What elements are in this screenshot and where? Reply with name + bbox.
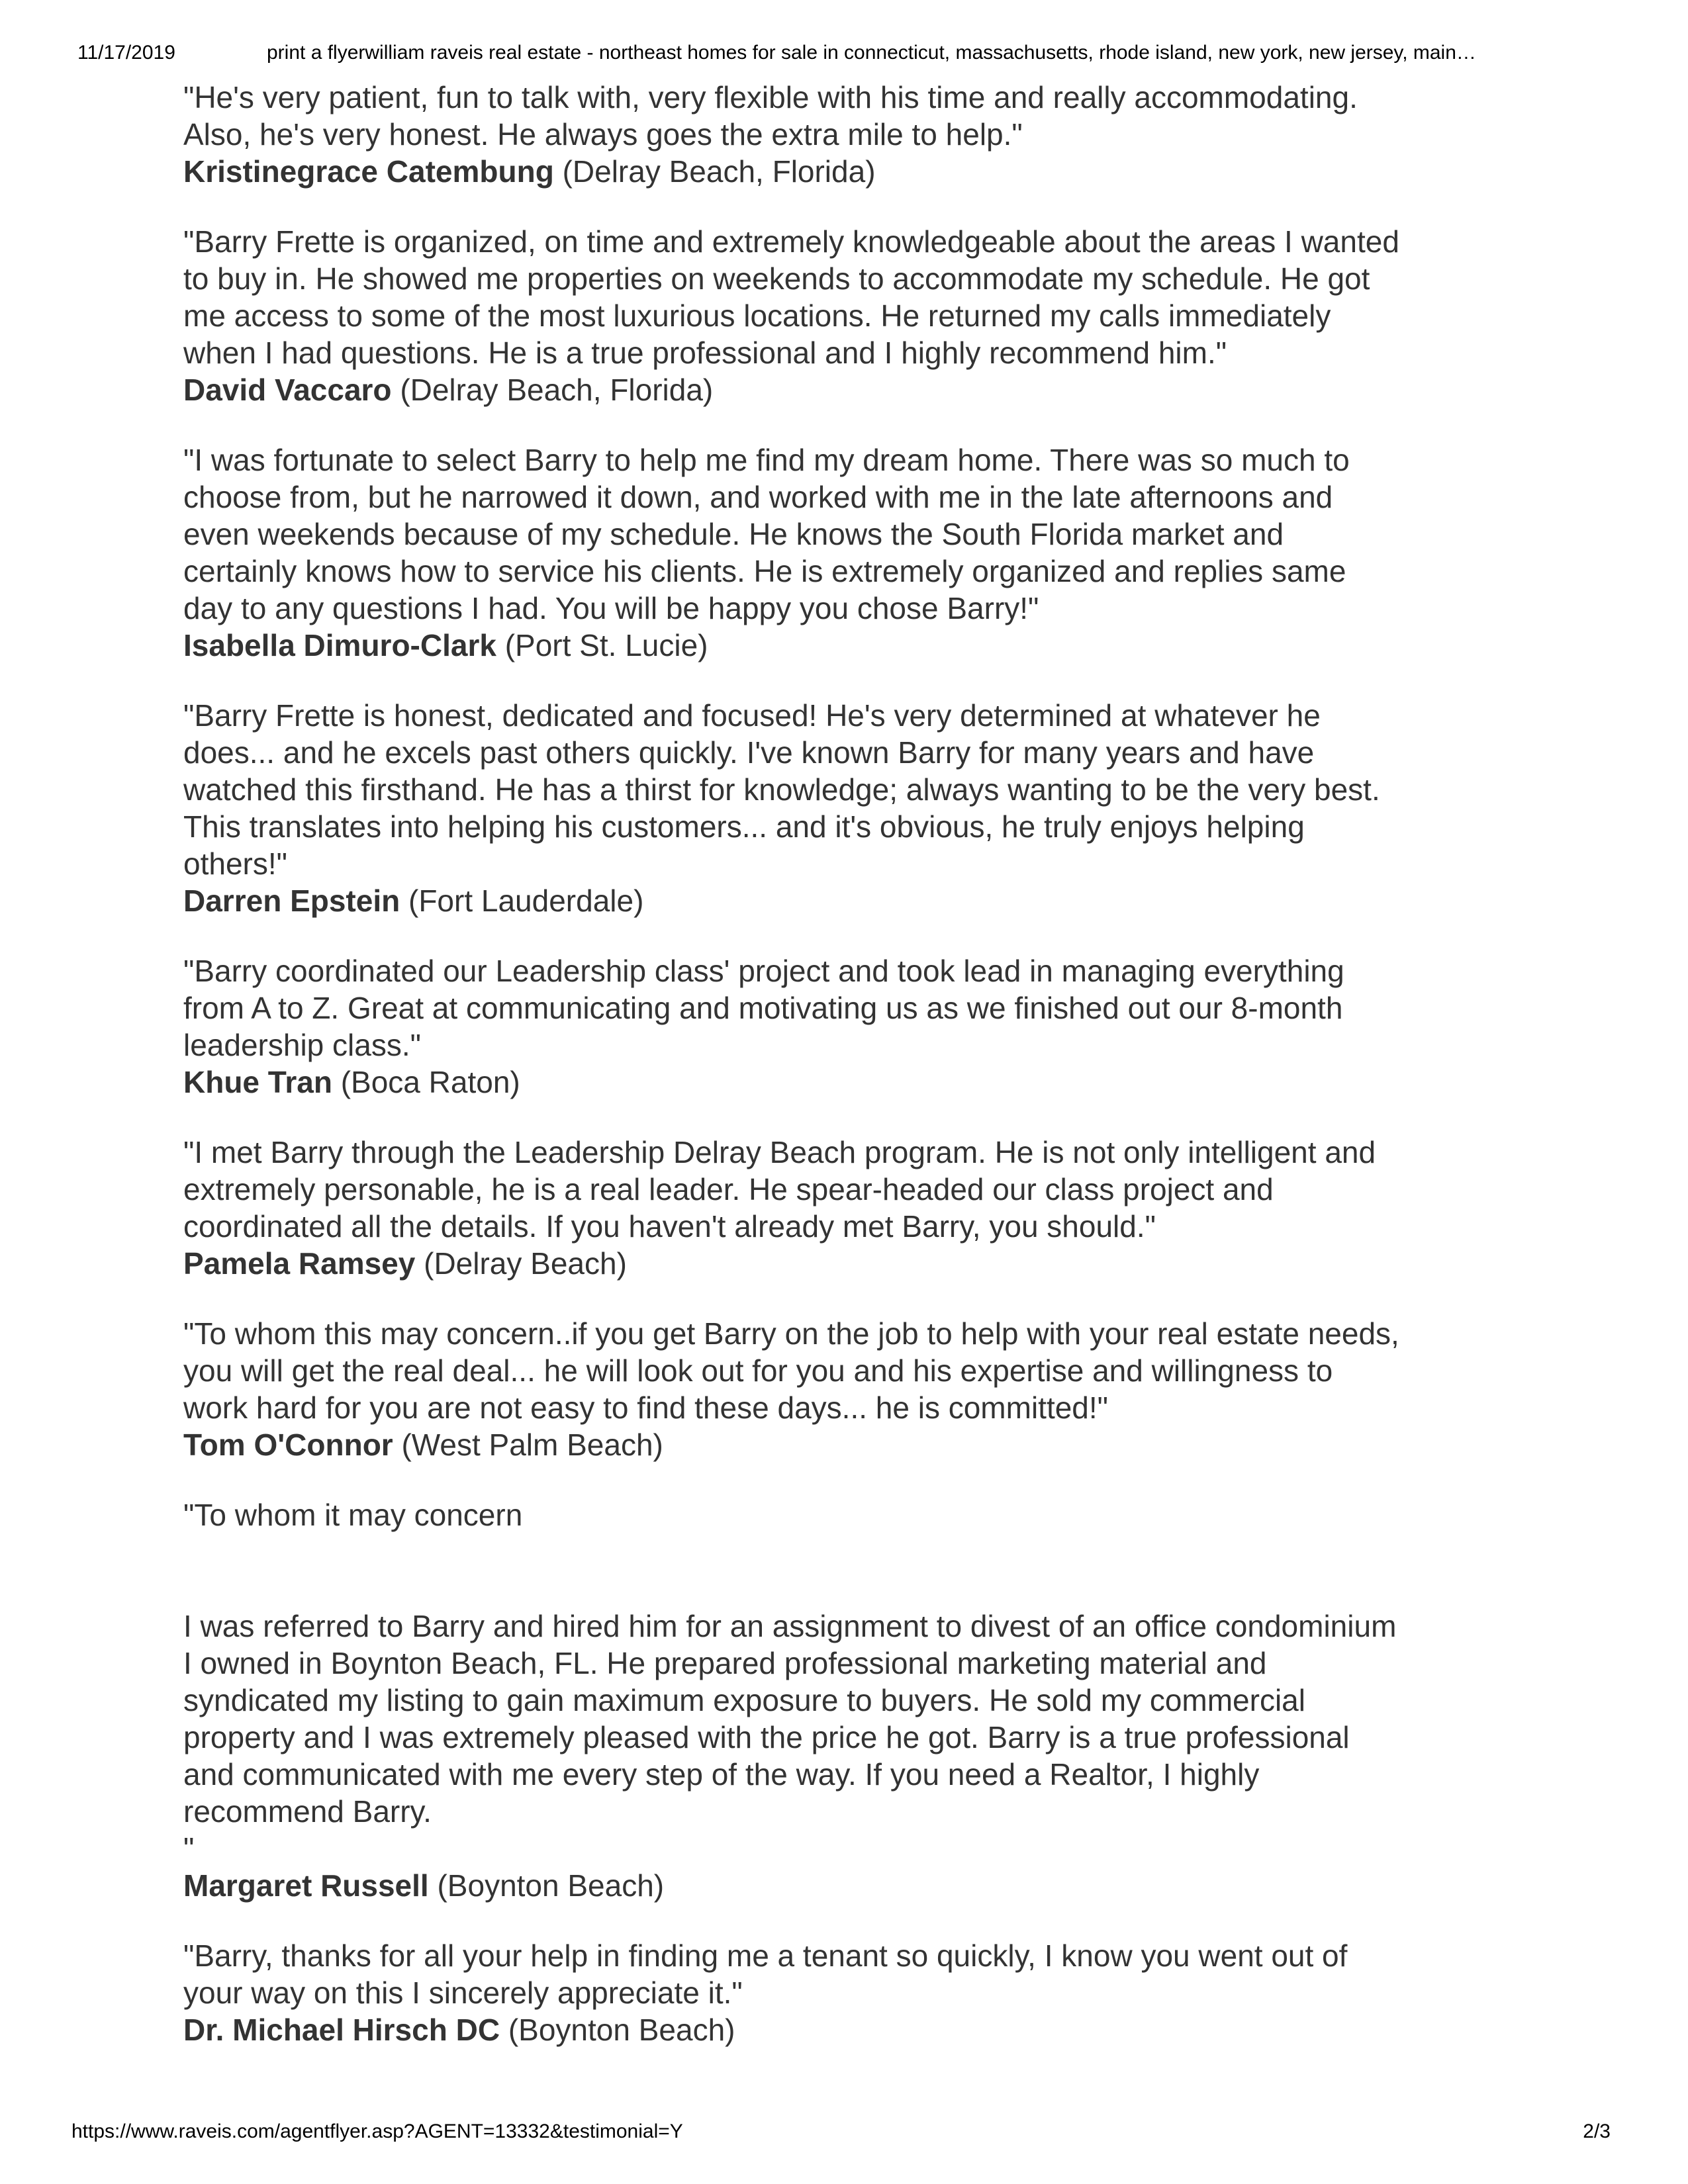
testimonial [183, 1134, 1521, 1282]
testimonial [183, 952, 1521, 1101]
testimonial-quote: "I was fortunate to select Barry to help me find my dream home. There was so much to choose from, but he narrowed it down, and worked with me in the late afternoons and even weekends because of my schedule. He knows the South Florida market and certainly knows how to service his clients. He is extremely organized and replies same day to any questions I had. You will be happy you chose Barry!" [183, 443, 1350, 625]
print-date: 11/17/2019 [77, 42, 175, 64]
testimonial-quote: "I met Barry through the Leadership Delray Beach program. He is not only intelligent and extremely personable, he is a real leader. He spear-headed our class project and coordinated all the details. If you haven't already met Barry, you should." [183, 1135, 1376, 1244]
testimonial-author: Darren Epstein [183, 884, 400, 918]
testimonial [183, 1496, 1521, 1904]
testimonial-attribution [183, 1426, 1521, 1463]
testimonial-location: (Delray Beach, Florida) [562, 154, 876, 189]
testimonial-location: (Fort Lauderdale) [408, 884, 644, 918]
testimonial-location: (Boynton Beach) [437, 1868, 665, 1903]
testimonial-attribution [183, 1064, 1521, 1101]
page-number: 2/3 [1583, 2120, 1611, 2142]
testimonial-attribution [183, 153, 1521, 190]
testimonial-quote: "Barry, thanks for all your help in finding me a tenant so quickly, I know you went out of your way on this I sincerely appreciate it." [183, 1938, 1348, 2010]
testimonial [183, 223, 1521, 408]
testimonial-author: Tom O'Connor [183, 1428, 393, 1462]
testimonial-location: (West Palm Beach) [401, 1428, 663, 1462]
testimonial-attribution [183, 1867, 1521, 1904]
testimonial-quote: "Barry Frette is honest, dedicated and focused! He's very determined at whatever he does... and he excels past others quickly. I've known Barry for many years and have watched this firsthand. He has a thirst for knowledge; always wanting to be the very best. This translates into helping his customers... and it's obvious, he truly enjoys helping others!" [183, 698, 1380, 881]
testimonial-author: Isabella Dimuro-Clark [183, 628, 496, 662]
testimonial-location: (Delray Beach, Florida) [400, 373, 714, 407]
testimonial-quote: "To whom this may concern..if you get Barry on the job to help with your real estate needs, you will get the real deal... he will look out for you and his expertise and willingness to work hard for you are not easy to find these days... he is committed!" [183, 1316, 1399, 1425]
testimonial-location: (Delray Beach) [424, 1246, 627, 1281]
testimonial-quote: "Barry Frette is organized, on time and extremely knowledgeable about the areas I wanted to buy in. He showed me properties on weekends to accommodate my schedule. He got me access to some of the most luxurious locations. He returned my calls immediately when I had questions. He is a true professional and I highly recommend him." [183, 224, 1399, 370]
testimonial-quote: "Barry coordinated our Leadership class' project and took lead in managing everything from A to Z. Great at communicating and motivating us as we finished out our 8-month leadership class." [183, 954, 1344, 1062]
testimonial-author: David Vaccaro [183, 373, 392, 407]
testimonial [183, 441, 1521, 664]
testimonial-quote: "He's very patient, fun to talk with, very flexible with his time and really accommodating. Also, he's very honest. He always goes the extra mile to help." [183, 80, 1358, 152]
testimonial-attribution [183, 882, 1521, 919]
testimonial-author: Pamela Ramsey [183, 1246, 416, 1281]
page-title: print a flyerwilliam raveis real estate - northeast homes for sale in connecticut, massachusetts, rhode island, new york, new jersey, main… [267, 42, 1476, 64]
testimonial [183, 1315, 1521, 1463]
testimonial-attribution [183, 627, 1521, 664]
testimonial-location: (Boynton Beach) [508, 2013, 735, 2047]
testimonial [183, 1937, 1521, 2048]
testimonial-author: Kristinegrace Catembung [183, 154, 554, 189]
testimonial-author: Margaret Russell [183, 1868, 429, 1903]
testimonial-location: (Port St. Lucie) [504, 628, 708, 662]
testimonial [183, 79, 1521, 190]
testimonial-location: (Boca Raton) [340, 1065, 520, 1099]
page-url-link[interactable]: https://www.raveis.com/agentflyer.asp?AGENT=13332&testimonial=Y [71, 2120, 683, 2142]
testimonial-author: Khue Tran [183, 1065, 332, 1099]
testimonial-attribution [183, 371, 1521, 408]
testimonial [183, 697, 1521, 919]
testimonial-quote: "To whom it may concern I was referred to Barry and hired him for an assignment to divest of an office condominium I owned in Boynton Beach, FL. He prepared professional marketing material and syndicated my listing to gain maximum exposure to buyers. He sold my commercial property and I was extremely pleased with the price he got. Barry is a true professional and communicated with me every step of the way. If you need a Realtor, I highly recommend Barry. " [183, 1498, 1397, 1866]
testimonial-attribution [183, 1245, 1521, 1282]
testimonial-author: Dr. Michael Hirsch DC [183, 2013, 500, 2047]
testimonial-attribution [183, 2011, 1521, 2048]
testimonials-list [183, 79, 1521, 2081]
